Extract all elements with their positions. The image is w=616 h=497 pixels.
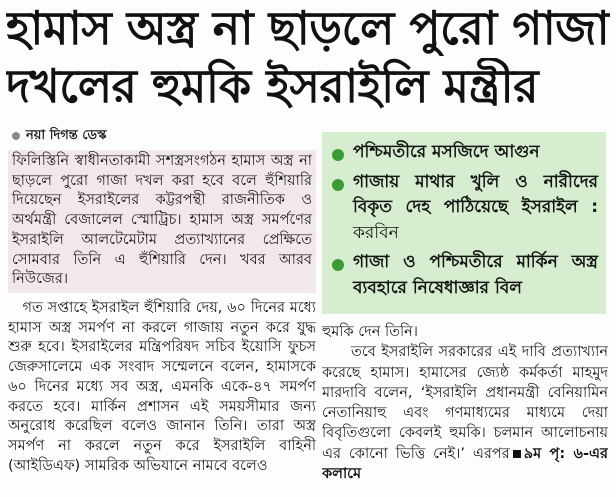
jump-reference: ৯ম পৃ: ৬-এর কলামে [322, 445, 608, 483]
continued-text: হুমকি দেন তিনি। [322, 324, 418, 340]
byline-source: নয়া দিগন্ত ডেস্ক [26, 128, 107, 143]
body-paragraph: গত সপ্তাহে ইসরাইল হুঁশিয়ারি দেয়, ৬০ দিনের মধ্যে হামাস অস্ত্র সমর্পণ না করলে গাজায় নতুন করে যুদ্ধ শুরু হবে। ইসরাইলের মন্ত্রিপরিষদ সচিব ইয়োসি ফুচস জেরুসালেমে এক সংবাদ সম্মেলনে বলেন, হামাসকে ৬০ দিনের মধ্যে সব অস্ত্র, এমনকি একে-৪৭ সমর্পণ করতে হবে। মার্কিন প্রশাসন এই সময়সীমার জন্য অনুরোধ করেছিল বলেও জানান তিনি। তারা অস্ত্র সমর্পণ না করলে নতুন করে ইসরাইলি বাহিনী (আইডিএফ) সামরিক অভিযানে নামবে বলেও [8, 300, 316, 474]
grey-dot-icon [12, 132, 20, 140]
body-paragraph-3 [322, 342, 608, 484]
intro-paragraph: ফিলিস্তিনি স্বাধীনতাকামী সশস্ত্রসংগঠন হামাস অস্ত্র না ছাড়লে পুরো গাজা দখল করা হবে বলে হুঁশিয়ারি দিয়েছেন ইসরাইলের কট্টরপন্থী রাজনীতিক ও অর্থমন্ত্রী বেজালেল স্মোট্রিচ। হামাস অস্ত্র সমর্পণের ইসরাইলি আলটেমেটাম প্রত্যাখ্যানের প্রেক্ষিতে সোমবার তিনি এ হুঁশিয়ারি দেন। খবর আরব নিউজের। [8, 150, 316, 293]
headline-line-2: দখলের হুমকি ইসরাইলি মন্ত্রীর [6, 59, 539, 113]
black-square-icon [513, 450, 521, 458]
highlight-text: গাজায় মাথার খুলি ও নারীদের বিকৃত দেহ পাঠিয়েছে ইসরাইল : [353, 171, 598, 217]
highlights-box [322, 132, 606, 314]
green-dot-icon [332, 179, 344, 191]
paragraph-3-text: তবে ইসরাইলি সরকারের এই দাবি প্রত্যাখ্যান করেছে হামাস। হামাসের জ্যেষ্ঠ কর্মকর্তা মাহমুদ মারদাবি বলেন, ‘ইসরাইলি প্রধানমন্ত্রী বেনিয়ামিন নেতানিয়াহু এবং গণমাধ্যমের মাধ্যমে দেয়া বিবৃতিগুলো কেবলই হুমকি। চলমান আলোচনায় এর কোনো ভিত্তি নেই।’ এরপর [322, 344, 608, 462]
highlight-item [330, 250, 598, 301]
green-dot-icon [332, 149, 344, 161]
highlight-text: গাজা ও পশ্চিমতীরে মার্কিন অস্ত্র ব্যবহারে নিষেধাজ্ঞার বিল [353, 252, 598, 298]
highlight-item [330, 140, 598, 166]
highlight-attribution: করবিন [353, 222, 399, 243]
highlight-item [330, 170, 598, 247]
left-column [8, 150, 316, 494]
green-dot-icon [332, 259, 344, 271]
highlight-text: পশ্চিমতীরে মসজিদে আগুন [353, 142, 540, 162]
highlight-text-wrap [353, 170, 598, 247]
right-column [322, 322, 608, 494]
headline-line-1: হামাস অস্ত্র না ছাড়লে পুরো গাজা [6, 1, 610, 55]
byline [12, 127, 312, 145]
